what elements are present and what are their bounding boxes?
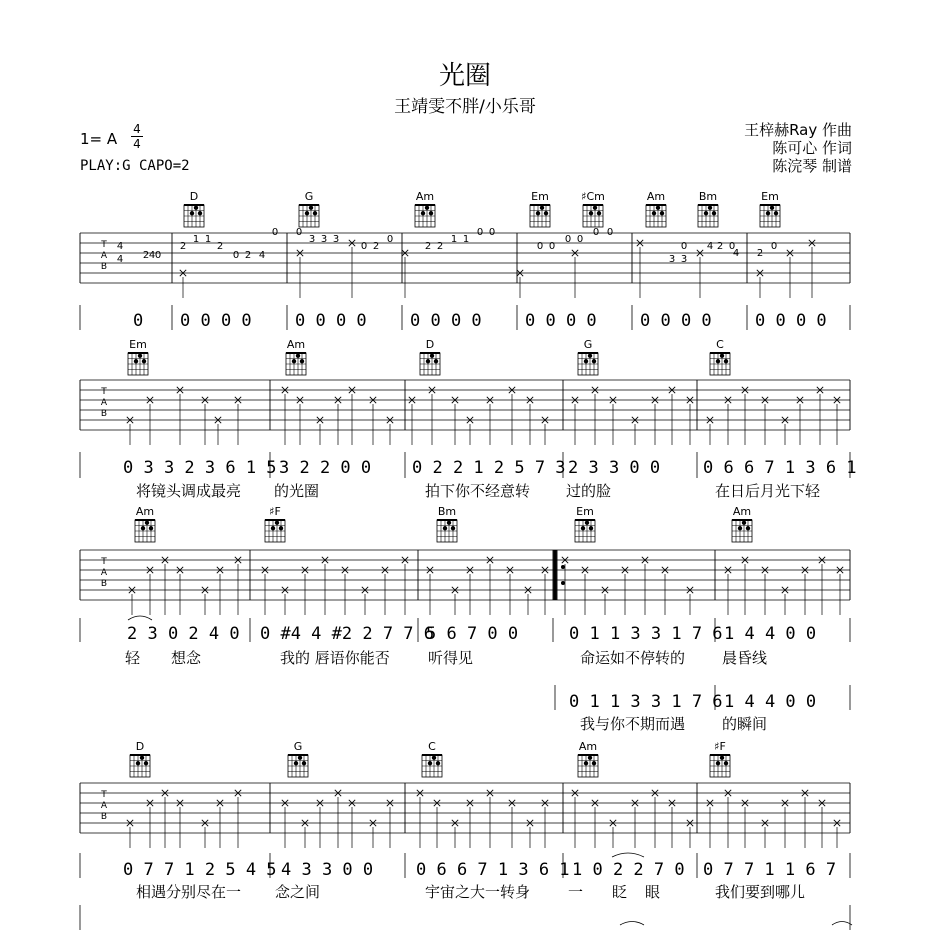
tab-fret-number: 0 [271, 227, 279, 238]
chord-diagram-finger-dot [589, 526, 593, 530]
chord-diagram-finger-dot [585, 521, 589, 525]
system-1-tab-T: T [101, 240, 107, 250]
tie-slur [128, 616, 152, 620]
system-3-tab-T: T [101, 557, 107, 567]
system-2-tab-B: B [100, 409, 108, 419]
tab-fret-number: 4 [116, 241, 124, 252]
lyric: 我们要到哪儿 [715, 883, 806, 901]
chord-diagram-label: Am [415, 190, 435, 203]
chord-diagram-finger-dot [588, 354, 592, 358]
chord-diagram-finger-dot [296, 354, 300, 358]
chord-diagram-label: D [135, 740, 145, 753]
chord-diagram-finger-dot [198, 211, 202, 215]
chord-diagram-finger-dot [149, 526, 153, 530]
lyric: 将镜头调成最亮 [136, 482, 242, 500]
chord-diagram-finger-dot [443, 526, 447, 530]
chord-diagram-finger-dot [302, 761, 306, 765]
system-4-tab-A: A [100, 801, 108, 811]
notation-measure: 0 2 2 1 2 5 7 3 [412, 458, 566, 478]
tab-fret-number: 3 [308, 234, 316, 245]
lyric: 命运如不停转的 [580, 649, 686, 667]
tab-fret-number: 4 [732, 248, 740, 259]
system-3-tab-A: A [100, 568, 108, 578]
chord-diagram-finger-dot [294, 761, 298, 765]
chord-diagram-finger-dot [271, 526, 275, 530]
song-artist: 王靖雯不胖/小乐哥 [394, 97, 536, 117]
notation-measure: 0 0 0 0 [410, 311, 482, 331]
chord-diagram-finger-dot [144, 761, 148, 765]
tab-fret-number: 3 [320, 234, 328, 245]
tie-slur [832, 922, 852, 926]
tab-fret-number: 0 [592, 227, 600, 238]
tab-fret-number: 2 [142, 250, 150, 261]
tab-fret-number: 3 [668, 254, 676, 265]
chord-diagram-finger-dot [593, 206, 597, 210]
chord-diagram-finger-dot [432, 756, 436, 760]
tab-fret-number: 0 [576, 234, 584, 245]
chord-diagram-finger-dot [708, 206, 712, 210]
chord-diagram-label: G [304, 190, 314, 203]
chord-diagram-finger-dot [428, 761, 432, 765]
chord-diagram-label: D [425, 338, 435, 351]
notation-measure: 3 2 2 0 0 [279, 458, 372, 478]
chord-diagram-finger-dot [774, 211, 778, 215]
play-capo-info: PLAY:G CAPO=2 [80, 158, 190, 174]
chord-diagram-finger-dot [656, 206, 660, 210]
tab-fret-number: 2 [424, 241, 432, 252]
tab-fret-number: 0 [476, 227, 484, 238]
tab-fret-number: 1 [204, 234, 212, 245]
lyric: 听得见 [428, 649, 474, 667]
system-2-tab-A: A [100, 398, 108, 408]
chord-diagram-finger-dot [746, 526, 750, 530]
tab-fret-number: 1 [192, 234, 200, 245]
chord-diagram-finger-dot [540, 206, 544, 210]
chord-diagram-finger-dot [429, 211, 433, 215]
notation-measure: 1 4 4 0 0 [724, 624, 817, 644]
chord-diagram-finger-dot [588, 756, 592, 760]
tab-fret-number: 2 [716, 241, 724, 252]
system-1-tab-B: B [100, 262, 108, 272]
chord-diagram-finger-dot [716, 359, 720, 363]
chord-diagram-finger-dot [434, 359, 438, 363]
notation-measure: 0 7 7 1 1 6 7 [703, 860, 837, 880]
chord-diagram-finger-dot [451, 526, 455, 530]
notation-measure: 0 1 1 3 3 1 7 6 [569, 624, 723, 644]
notation-measure: 0 0 0 0 [295, 311, 367, 331]
tab-fret-number: 0 [680, 241, 688, 252]
chord-diagram-finger-dot [738, 526, 742, 530]
notation-measure: 0 0 0 0 [755, 311, 827, 331]
notation-measure: 0 6 6 7 1 3 6 1 [416, 860, 570, 880]
lyric: 眨 [612, 883, 628, 901]
system-3-tab-B: B [100, 579, 108, 589]
chord-diagram-label: C [716, 338, 724, 351]
tab-fret-number: 0 [536, 241, 544, 252]
tab-fret-number: 0 [770, 241, 778, 252]
chord-diagram-label: G [583, 338, 593, 351]
notation-measure: 0 0 0 0 [180, 311, 252, 331]
chord-diagram-finger-dot [584, 761, 588, 765]
tab-fret-number: 0 [360, 241, 368, 252]
chord-diagram-label: Em [129, 338, 147, 351]
chord-diagram-label: C [428, 740, 436, 753]
notation-measure: 0 0 0 0 [640, 311, 712, 331]
chord-diagram-finger-dot [584, 359, 588, 363]
lyric: 我的 唇语你能否 [280, 649, 390, 667]
lyric: 眼 [645, 883, 661, 901]
chord-diagram-finger-dot [430, 354, 434, 358]
chord-diagram-finger-dot [720, 354, 724, 358]
chord-diagram-finger-dot [589, 211, 593, 215]
notation-measure: 1 0 2 2 7 0 [572, 860, 685, 880]
repeat-dot [561, 581, 565, 585]
chord-diagram-finger-dot [141, 526, 145, 530]
system-4-tab-B: B [100, 812, 108, 822]
notation-measure: 5 6 7 0 0 [426, 624, 519, 644]
chord-diagram-finger-dot [313, 211, 317, 215]
chord-diagram-finger-dot [145, 521, 149, 525]
chord-diagram-label: ♯F [269, 505, 281, 518]
chord-diagram-finger-dot [136, 761, 140, 765]
lyric: 轻 [125, 649, 141, 667]
notation-measure: 0 3 3 2 3 6 1 5 [123, 458, 277, 478]
chord-diagram-label: Am [578, 740, 598, 753]
notation-measure: 1 4 4 0 0 [724, 692, 817, 712]
chord-diagram-finger-dot [426, 359, 430, 363]
lyric: 的瞬间 [722, 715, 768, 733]
credit-transcriber: 陈浣琴 制谱 [772, 157, 852, 175]
chord-diagram-finger-dot [425, 206, 429, 210]
chord-diagram-finger-dot [581, 526, 585, 530]
lyric: 念之间 [275, 883, 321, 901]
chord-diagram-finger-dot [704, 211, 708, 215]
notation-measure: 0 0 0 0 [525, 311, 597, 331]
chord-diagram-label: Bm [698, 190, 718, 203]
chord-diagram-finger-dot [712, 211, 716, 215]
tab-fret-number: 0 [295, 227, 303, 238]
chord-diagram-finger-dot [292, 359, 296, 363]
chord-diagram-finger-dot [592, 761, 596, 765]
tab-fret-number: 4 [258, 250, 266, 261]
chord-diagram-label: Am [286, 338, 306, 351]
lyric: 一 [568, 883, 584, 901]
chord-diagram-finger-dot [597, 211, 601, 215]
chord-diagram-finger-dot [592, 359, 596, 363]
chord-diagram-label: ♯F [714, 740, 726, 753]
tab-fret-number: 1 [462, 234, 470, 245]
chord-diagram-finger-dot [298, 756, 302, 760]
chord-diagram-label: Am [646, 190, 666, 203]
tab-fret-number: 1 [450, 234, 458, 245]
lyric: 拍下你不经意转 [425, 482, 531, 500]
credit-composer: 王梓赫Ray 作曲 [744, 121, 852, 139]
tab-fret-number: 2 [756, 248, 764, 259]
chord-diagram-label: Bm [437, 505, 457, 518]
chord-diagram-finger-dot [544, 211, 548, 215]
chord-diagram-finger-dot [421, 211, 425, 215]
chord-diagram-finger-dot [194, 206, 198, 210]
lyric: 想念 [171, 649, 202, 667]
chord-diagram-finger-dot [275, 521, 279, 525]
chord-diagram-finger-dot [660, 211, 664, 215]
tie-slur [620, 922, 644, 926]
credit-lyricist: 陈可心 作词 [772, 139, 852, 157]
tab-fret-number: 0 [488, 227, 496, 238]
system-1-tab-A: A [100, 251, 108, 261]
chord-diagram-finger-dot [134, 359, 138, 363]
chord-diagram-finger-dot [724, 359, 728, 363]
chord-diagram-finger-dot [724, 761, 728, 765]
notation-measure: 2 3 0 2 4 0 [127, 624, 240, 644]
tab-fret-number: 4 [148, 250, 156, 261]
chord-diagram-finger-dot [720, 756, 724, 760]
notation-measure: 0 1 1 3 3 1 7 6 [569, 692, 723, 712]
lyric: 我与你不期而遇 [580, 715, 686, 733]
tab-fret-number: 4 [116, 254, 124, 265]
lyric: 相遇分别尽在一 [136, 883, 242, 901]
tab-fret-number: 0 [728, 241, 736, 252]
lyric: 晨昏线 [722, 649, 768, 667]
chord-diagram-label: Em [761, 190, 779, 203]
chord-diagram-finger-dot [309, 206, 313, 210]
repeat-dot [561, 565, 565, 569]
notation-measure: 2 3 3 0 0 [568, 458, 661, 478]
tab-fret-number: 0 [548, 241, 556, 252]
chord-diagram-finger-dot [305, 211, 309, 215]
tab-fret-number: 2 [244, 250, 252, 261]
chord-diagram-finger-dot [536, 211, 540, 215]
tab-fret-number: 3 [680, 254, 688, 265]
tab-fret-number: 2 [179, 241, 187, 252]
chord-diagram-label: Em [576, 505, 594, 518]
chord-diagram-finger-dot [142, 359, 146, 363]
chord-diagram-finger-dot [138, 354, 142, 358]
notation-measure: 0 #4 4 #2 2 7 7 6 [260, 624, 434, 644]
lyric: 宇宙之大一转身 [425, 883, 531, 901]
tab-fret-number: 0 [606, 227, 614, 238]
lyric: 在日后月光下轻 [715, 482, 821, 500]
tab-fret-number: 0 [564, 234, 572, 245]
chord-diagram-label: Em [531, 190, 549, 203]
tab-fret-number: 3 [332, 234, 340, 245]
notation-measure: 0 [133, 311, 144, 331]
chord-diagram-finger-dot [279, 526, 283, 530]
time-signature-bottom: 4 [133, 137, 141, 151]
key-signature: 1= A [80, 130, 118, 148]
tab-fret-number: 0 [232, 250, 240, 261]
chord-diagram-label: ♯Cm [581, 190, 605, 203]
chord-diagram-label: G [293, 740, 303, 753]
chord-diagram-label: Am [135, 505, 155, 518]
notation-measure: 0 6 6 7 1 3 6 1 [703, 458, 857, 478]
chord-diagram-finger-dot [742, 521, 746, 525]
chord-diagram-finger-dot [436, 761, 440, 765]
tab-fret-number: 2 [216, 241, 224, 252]
tab-fret-number: 0 [386, 234, 394, 245]
system-2-tab-T: T [101, 387, 107, 397]
chord-diagram-finger-dot [770, 206, 774, 210]
tab-fret-number: 2 [436, 241, 444, 252]
tie-slur [612, 853, 644, 857]
chord-diagram-finger-dot [190, 211, 194, 215]
chord-diagram-finger-dot [766, 211, 770, 215]
chord-diagram-finger-dot [652, 211, 656, 215]
system-4-tab-T: T [101, 790, 107, 800]
chord-diagram-finger-dot [140, 756, 144, 760]
notation-measure: 4 3 3 0 0 [281, 860, 374, 880]
tab-fret-number: 4 [706, 241, 714, 252]
song-title: 光圈 [438, 61, 491, 91]
chord-diagram-finger-dot [447, 521, 451, 525]
notation-measure: 0 7 7 1 2 5 4 5 [123, 860, 277, 880]
lyric: 过的脸 [566, 482, 612, 500]
time-signature-top: 4 [133, 122, 141, 136]
tab-fret-number: 0 [154, 250, 162, 261]
chord-diagram-finger-dot [300, 359, 304, 363]
chord-diagram-finger-dot [716, 761, 720, 765]
chord-diagram-label: Am [732, 505, 752, 518]
lyric: 的光圈 [274, 482, 320, 500]
tab-fret-number: 2 [372, 241, 380, 252]
chord-diagram-label: D [189, 190, 199, 203]
